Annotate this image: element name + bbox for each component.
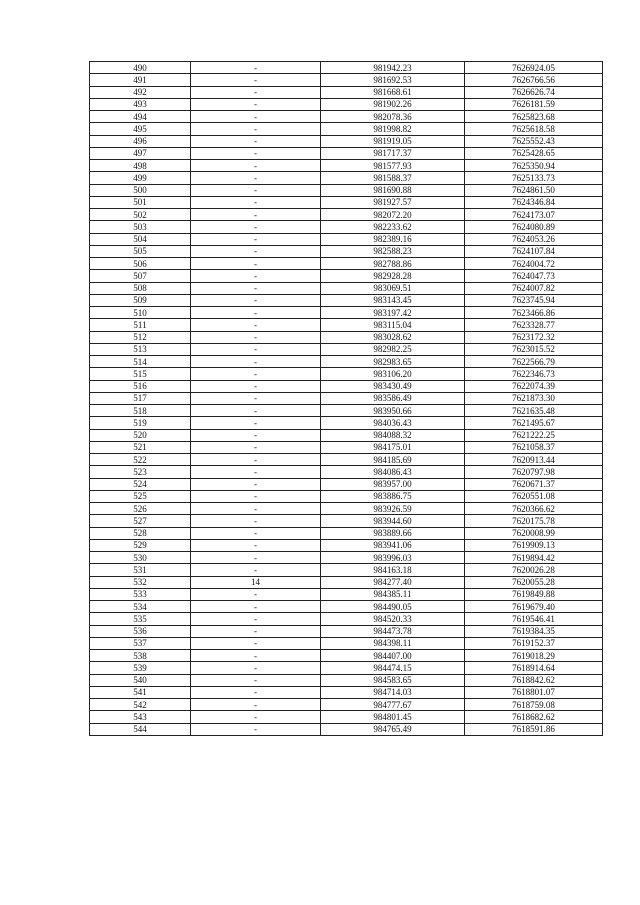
row-number-cell: 517 [90,392,191,404]
table-row [90,441,603,453]
table-row [90,209,603,221]
point-mark-cell: - [191,454,321,466]
x-coordinate-cell: 984277.40 [321,576,465,588]
table-row [90,147,603,159]
table-row [90,258,603,270]
row-number-cell: 540 [90,674,191,686]
table-row [90,86,603,98]
table-row [90,515,603,527]
x-coordinate-cell: 984163.18 [321,564,465,576]
point-mark-cell: - [191,674,321,686]
y-coordinate-cell: 7625350.94 [465,160,603,172]
row-number-cell: 525 [90,490,191,502]
table-row [90,454,603,466]
row-number-cell: 506 [90,258,191,270]
x-coordinate-cell: 983115.04 [321,319,465,331]
row-number-cell: 519 [90,417,191,429]
row-number-cell: 499 [90,172,191,184]
x-coordinate-cell: 984185.69 [321,454,465,466]
row-number-cell: 497 [90,147,191,159]
y-coordinate-cell: 7624053.26 [465,233,603,245]
y-coordinate-cell: 7621873.30 [465,392,603,404]
row-number-cell: 496 [90,135,191,147]
y-coordinate-cell: 7624047.73 [465,270,603,282]
row-number-cell: 502 [90,209,191,221]
x-coordinate-cell: 982982.25 [321,343,465,355]
point-mark-cell: - [191,601,321,613]
row-number-cell: 538 [90,650,191,662]
table-row [90,282,603,294]
x-coordinate-cell: 982389.16 [321,233,465,245]
x-coordinate-cell: 982233.62 [321,221,465,233]
point-mark-cell: - [191,539,321,551]
x-coordinate-cell: 983069.51 [321,282,465,294]
row-number-cell: 498 [90,160,191,172]
x-coordinate-cell: 984777.67 [321,699,465,711]
y-coordinate-cell: 7618914.64 [465,662,603,674]
x-coordinate-cell: 984714.03 [321,686,465,698]
x-coordinate-cell: 984086.43 [321,466,465,478]
point-mark-cell: - [191,625,321,637]
table-row [90,356,603,368]
y-coordinate-cell: 7623466.86 [465,307,603,319]
row-number-cell: 495 [90,123,191,135]
point-mark-cell: - [191,172,321,184]
row-number-cell: 518 [90,405,191,417]
y-coordinate-cell: 7623745.94 [465,294,603,306]
x-coordinate-cell: 982078.36 [321,111,465,123]
point-mark-cell: - [191,233,321,245]
row-number-cell: 494 [90,111,191,123]
table-row [90,466,603,478]
table-row [90,123,603,135]
y-coordinate-cell: 7624861.50 [465,184,603,196]
table-row [90,417,603,429]
table-row [90,380,603,392]
point-mark-cell: - [191,62,321,74]
x-coordinate-cell: 982983.65 [321,356,465,368]
x-coordinate-cell: 981902.26 [321,98,465,110]
x-coordinate-cell: 983028.62 [321,331,465,343]
y-coordinate-cell: 7620366.62 [465,503,603,515]
point-mark-cell: - [191,613,321,625]
row-number-cell: 503 [90,221,191,233]
row-number-cell: 509 [90,294,191,306]
x-coordinate-cell: 983926.59 [321,503,465,515]
point-mark-cell: - [191,368,321,380]
y-coordinate-cell: 7624107.84 [465,245,603,257]
point-mark-cell: - [191,111,321,123]
point-mark-cell: - [191,392,321,404]
point-mark-cell: - [191,270,321,282]
x-coordinate-cell: 982928.28 [321,270,465,282]
table-row [90,478,603,490]
point-mark-cell: - [191,135,321,147]
x-coordinate-cell: 984407.00 [321,650,465,662]
row-number-cell: 492 [90,86,191,98]
y-coordinate-cell: 7626924.05 [465,62,603,74]
y-coordinate-cell: 7622346.73 [465,368,603,380]
x-coordinate-cell: 981588.37 [321,172,465,184]
y-coordinate-cell: 7621222.25 [465,429,603,441]
y-coordinate-cell: 7620913.44 [465,454,603,466]
y-coordinate-cell: 7620175.78 [465,515,603,527]
x-coordinate-cell: 983886.75 [321,490,465,502]
table-row [90,233,603,245]
y-coordinate-cell: 7619384.35 [465,625,603,637]
row-number-cell: 526 [90,503,191,515]
point-mark-cell: - [191,637,321,649]
x-coordinate-cell: 981668.61 [321,86,465,98]
x-coordinate-cell: 984175.01 [321,441,465,453]
y-coordinate-cell: 7624007.82 [465,282,603,294]
row-number-cell: 520 [90,429,191,441]
point-mark-cell: - [191,356,321,368]
point-mark-cell: - [191,552,321,564]
y-coordinate-cell: 7619849.88 [465,588,603,600]
y-coordinate-cell: 7621495.67 [465,417,603,429]
point-mark-cell: - [191,123,321,135]
point-mark-cell: - [191,478,321,490]
coordinates-table-body [90,62,603,736]
y-coordinate-cell: 7620055.28 [465,576,603,588]
row-number-cell: 500 [90,184,191,196]
y-coordinate-cell: 7620008.99 [465,527,603,539]
point-mark-cell: - [191,527,321,539]
table-row [90,294,603,306]
point-mark-cell: - [191,258,321,270]
point-mark-cell: 14 [191,576,321,588]
x-coordinate-cell: 983586.49 [321,392,465,404]
y-coordinate-cell: 7619546.41 [465,613,603,625]
row-number-cell: 532 [90,576,191,588]
row-number-cell: 531 [90,564,191,576]
table-row [90,576,603,588]
x-coordinate-cell: 984474.15 [321,662,465,674]
row-number-cell: 530 [90,552,191,564]
table-row [90,270,603,282]
y-coordinate-cell: 7618801.07 [465,686,603,698]
row-number-cell: 508 [90,282,191,294]
x-coordinate-cell: 981690.88 [321,184,465,196]
y-coordinate-cell: 7625133.73 [465,172,603,184]
x-coordinate-cell: 983941.06 [321,539,465,551]
x-coordinate-cell: 984520.33 [321,613,465,625]
table-row [90,723,603,735]
point-mark-cell: - [191,429,321,441]
y-coordinate-cell: 7618591.86 [465,723,603,735]
y-coordinate-cell: 7624346.84 [465,196,603,208]
y-coordinate-cell: 7624173.07 [465,209,603,221]
x-coordinate-cell: 983197.42 [321,307,465,319]
point-mark-cell: - [191,74,321,86]
table-row [90,135,603,147]
table-row [90,98,603,110]
point-mark-cell: - [191,405,321,417]
table-row [90,625,603,637]
x-coordinate-cell: 981717.37 [321,147,465,159]
point-mark-cell: - [191,282,321,294]
row-number-cell: 507 [90,270,191,282]
row-number-cell: 528 [90,527,191,539]
y-coordinate-cell: 7621635.48 [465,405,603,417]
y-coordinate-cell: 7619679.40 [465,601,603,613]
point-mark-cell: - [191,160,321,172]
x-coordinate-cell: 983430.49 [321,380,465,392]
table-row [90,503,603,515]
y-coordinate-cell: 7625823.68 [465,111,603,123]
point-mark-cell: - [191,221,321,233]
x-coordinate-cell: 981998.82 [321,123,465,135]
x-coordinate-cell: 984583.65 [321,674,465,686]
y-coordinate-cell: 7621058.37 [465,441,603,453]
table-row [90,552,603,564]
table-row [90,699,603,711]
x-coordinate-cell: 983957.00 [321,478,465,490]
point-mark-cell: - [191,294,321,306]
x-coordinate-cell: 984088.32 [321,429,465,441]
y-coordinate-cell: 7620026.28 [465,564,603,576]
table-row [90,674,603,686]
row-number-cell: 543 [90,711,191,723]
table-row [90,405,603,417]
y-coordinate-cell: 7626766.56 [465,74,603,86]
table-row [90,490,603,502]
table-row [90,613,603,625]
y-coordinate-cell: 7622074.39 [465,380,603,392]
point-mark-cell: - [191,503,321,515]
point-mark-cell: - [191,711,321,723]
x-coordinate-cell: 981927.57 [321,196,465,208]
y-coordinate-cell: 7625552.43 [465,135,603,147]
point-mark-cell: - [191,490,321,502]
point-mark-cell: - [191,209,321,221]
table-row [90,319,603,331]
row-number-cell: 522 [90,454,191,466]
table-row [90,686,603,698]
row-number-cell: 537 [90,637,191,649]
y-coordinate-cell: 7624080.89 [465,221,603,233]
table-row [90,650,603,662]
y-coordinate-cell: 7619152.37 [465,637,603,649]
point-mark-cell: - [191,147,321,159]
row-number-cell: 491 [90,74,191,86]
row-number-cell: 523 [90,466,191,478]
point-mark-cell: - [191,686,321,698]
x-coordinate-cell: 984036.43 [321,417,465,429]
x-coordinate-cell: 983889.66 [321,527,465,539]
row-number-cell: 505 [90,245,191,257]
row-number-cell: 510 [90,307,191,319]
x-coordinate-cell: 981919.05 [321,135,465,147]
row-number-cell: 515 [90,368,191,380]
y-coordinate-cell: 7620671.37 [465,478,603,490]
table-row [90,368,603,380]
y-coordinate-cell: 7624004.72 [465,258,603,270]
x-coordinate-cell: 981692.53 [321,74,465,86]
row-number-cell: 536 [90,625,191,637]
table-row [90,527,603,539]
y-coordinate-cell: 7625618.58 [465,123,603,135]
row-number-cell: 534 [90,601,191,613]
table-row [90,601,603,613]
row-number-cell: 513 [90,343,191,355]
point-mark-cell: - [191,319,321,331]
table-row [90,539,603,551]
point-mark-cell: - [191,441,321,453]
row-number-cell: 511 [90,319,191,331]
point-mark-cell: - [191,564,321,576]
point-mark-cell: - [191,86,321,98]
x-coordinate-cell: 984801.45 [321,711,465,723]
row-number-cell: 493 [90,98,191,110]
table-row [90,307,603,319]
point-mark-cell: - [191,307,321,319]
row-number-cell: 539 [90,662,191,674]
table-row [90,221,603,233]
x-coordinate-cell: 982072.20 [321,209,465,221]
y-coordinate-cell: 7623015.52 [465,343,603,355]
point-mark-cell: - [191,699,321,711]
y-coordinate-cell: 7626181.59 [465,98,603,110]
table-row [90,172,603,184]
y-coordinate-cell: 7618682.62 [465,711,603,723]
row-number-cell: 524 [90,478,191,490]
table-row [90,564,603,576]
table-row [90,62,603,74]
table-row [90,392,603,404]
table-row [90,429,603,441]
row-number-cell: 501 [90,196,191,208]
point-mark-cell: - [191,723,321,735]
x-coordinate-cell: 981577.93 [321,160,465,172]
x-coordinate-cell: 983944.60 [321,515,465,527]
y-coordinate-cell: 7625428.65 [465,147,603,159]
y-coordinate-cell: 7618759.08 [465,699,603,711]
point-mark-cell: - [191,466,321,478]
row-number-cell: 535 [90,613,191,625]
table-row [90,637,603,649]
x-coordinate-cell: 984765.49 [321,723,465,735]
y-coordinate-cell: 7623328.77 [465,319,603,331]
x-coordinate-cell: 983143.45 [321,294,465,306]
x-coordinate-cell: 984398.11 [321,637,465,649]
point-mark-cell: - [191,331,321,343]
point-mark-cell: - [191,245,321,257]
x-coordinate-cell: 984385.11 [321,588,465,600]
table-row [90,331,603,343]
point-mark-cell: - [191,417,321,429]
table-row [90,196,603,208]
table-row [90,184,603,196]
coordinates-table [89,61,603,736]
point-mark-cell: - [191,184,321,196]
point-mark-cell: - [191,196,321,208]
point-mark-cell: - [191,588,321,600]
x-coordinate-cell: 983996.03 [321,552,465,564]
point-mark-cell: - [191,515,321,527]
row-number-cell: 516 [90,380,191,392]
x-coordinate-cell: 982788.86 [321,258,465,270]
row-number-cell: 533 [90,588,191,600]
y-coordinate-cell: 7618842.62 [465,674,603,686]
y-coordinate-cell: 7619909.13 [465,539,603,551]
table-row [90,245,603,257]
point-mark-cell: - [191,650,321,662]
x-coordinate-cell: 983106.20 [321,368,465,380]
y-coordinate-cell: 7622566.79 [465,356,603,368]
y-coordinate-cell: 7626626.74 [465,86,603,98]
x-coordinate-cell: 983950.66 [321,405,465,417]
row-number-cell: 527 [90,515,191,527]
y-coordinate-cell: 7620797.98 [465,466,603,478]
table-row [90,588,603,600]
x-coordinate-cell: 984473.78 [321,625,465,637]
table-row [90,711,603,723]
row-number-cell: 541 [90,686,191,698]
y-coordinate-cell: 7619894.42 [465,552,603,564]
table-row [90,111,603,123]
row-number-cell: 490 [90,62,191,74]
table-row [90,74,603,86]
table-row [90,160,603,172]
row-number-cell: 544 [90,723,191,735]
x-coordinate-cell: 982588.23 [321,245,465,257]
row-number-cell: 529 [90,539,191,551]
point-mark-cell: - [191,98,321,110]
row-number-cell: 521 [90,441,191,453]
y-coordinate-cell: 7620551.08 [465,490,603,502]
row-number-cell: 512 [90,331,191,343]
y-coordinate-cell: 7619018.29 [465,650,603,662]
x-coordinate-cell: 984490.05 [321,601,465,613]
table-row [90,343,603,355]
row-number-cell: 542 [90,699,191,711]
x-coordinate-cell: 981942.23 [321,62,465,74]
row-number-cell: 504 [90,233,191,245]
y-coordinate-cell: 7623172.32 [465,331,603,343]
row-number-cell: 514 [90,356,191,368]
point-mark-cell: - [191,380,321,392]
point-mark-cell: - [191,343,321,355]
table-row [90,662,603,674]
point-mark-cell: - [191,662,321,674]
